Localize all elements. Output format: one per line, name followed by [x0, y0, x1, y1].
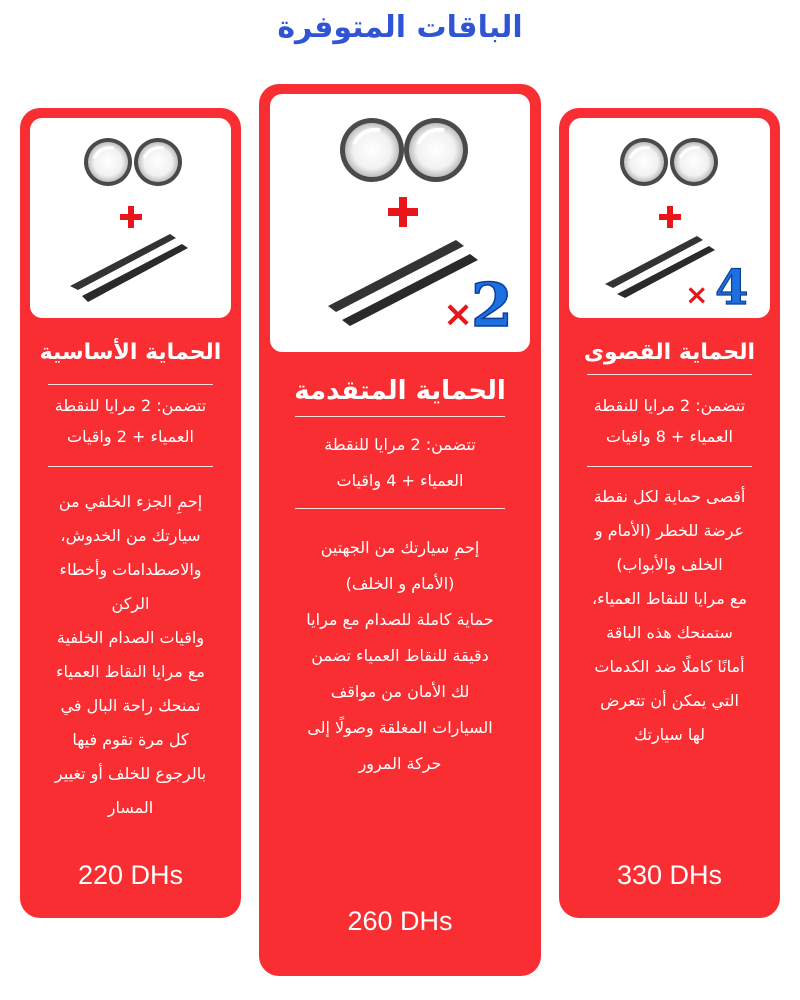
- multiplier-count: 4: [715, 260, 749, 316]
- blind-spot-mirror-icon: [670, 138, 718, 186]
- page-title: الباقات المتوفرة: [277, 10, 523, 45]
- divider: [587, 466, 752, 467]
- product-illustration: [569, 118, 770, 318]
- description-line: تمنحك راحة البال في: [60, 696, 201, 715]
- description-line: المسار: [107, 798, 154, 817]
- blind-spot-mirror-icon: [340, 118, 404, 182]
- includes-line: تتضمن: 2 مرايا للنقطة: [324, 435, 476, 454]
- description-line: لها سيارتك: [634, 725, 705, 744]
- multiplier-x: ×: [443, 294, 474, 335]
- package-image: [569, 118, 770, 318]
- package-title: الحماية المتقدمة: [294, 376, 506, 406]
- plus-icon: [120, 206, 142, 228]
- product-illustration: [270, 94, 530, 352]
- description-line: بالرجوع للخلف أو تغيير: [54, 764, 207, 783]
- description-line: إحمِ سيارتك من الجهتين: [320, 538, 480, 557]
- description-line: سيارتك من الخدوش،: [60, 526, 201, 545]
- divider: [587, 374, 752, 375]
- package-image: [30, 118, 231, 318]
- package-price: 330 DHs: [616, 860, 723, 890]
- package-price: 220 DHs: [77, 860, 184, 890]
- description-line: لك الأمان من مواقف: [330, 682, 470, 701]
- package-description: [259, 530, 541, 782]
- description-line: حركة المرور: [358, 754, 442, 773]
- plus-icon: [388, 197, 418, 227]
- description-line: واقيات الصدام الخلفية: [56, 628, 205, 647]
- divider: [48, 466, 213, 467]
- package-includes: [259, 427, 541, 499]
- blind-spot-mirror-icon: [620, 138, 668, 186]
- description-line: والاصطدامات وأخطاء: [59, 560, 202, 579]
- description-line: أقصى حماية لكل نقطة: [593, 487, 746, 506]
- package-card-basic[interactable]: [20, 108, 241, 918]
- description-line: السيارات المغلقة وصولًا إلى: [307, 718, 493, 737]
- description-line: الركن: [111, 594, 150, 613]
- package-includes: [559, 390, 780, 452]
- description-line: حماية كاملة للصدام مع مرايا: [306, 610, 494, 629]
- divider: [295, 416, 505, 417]
- divider: [48, 384, 213, 385]
- description-line: مع مرايا للنقاط العمياء،: [592, 589, 747, 608]
- multiplier-count: 2: [471, 271, 513, 341]
- description-line: إحمِ الجزء الخلفي من: [58, 492, 203, 511]
- bumper-guard-icon: [70, 234, 188, 302]
- package-title: الحماية القصوى: [583, 340, 756, 365]
- plus-icon: [659, 206, 681, 228]
- description-line: التي يمكن أن تتعرض: [600, 691, 739, 710]
- product-illustration: [30, 118, 231, 318]
- blind-spot-mirror-icon: [134, 138, 182, 186]
- blind-spot-mirror-icon: [404, 118, 468, 182]
- includes-line: العمياء + 8 واقيات: [606, 427, 733, 446]
- multiplier-x: ×: [685, 278, 709, 311]
- package-image: [270, 94, 530, 352]
- package-card-advanced[interactable]: [259, 84, 541, 976]
- description-line: دقيقة للنقاط العمياء تضمن: [311, 646, 489, 665]
- includes-line: العمياء + 4 واقيات: [336, 471, 464, 490]
- package-price: 260 DHs: [347, 906, 453, 936]
- package-card-maximum[interactable]: [559, 108, 780, 918]
- description-line: عرضة للخطر (الأمام و: [594, 521, 745, 540]
- description-line: مع مرايا النقاط العمياء: [56, 662, 205, 681]
- blind-spot-mirror-icon: [84, 138, 132, 186]
- package-description: [559, 480, 780, 752]
- includes-line: تتضمن: 2 مرايا للنقطة: [593, 396, 746, 415]
- includes-line: تتضمن: 2 مرايا للنقطة: [54, 396, 207, 415]
- includes-line: العمياء + 2 واقيات: [67, 427, 194, 446]
- package-includes: [20, 390, 241, 452]
- description-line: ستمنحك هذه الباقة: [606, 623, 733, 642]
- package-title: الحماية الأساسية: [39, 340, 222, 365]
- description-line: كل مرة تقوم فيها: [72, 730, 189, 749]
- description-line: الخلف والأبواب): [616, 555, 723, 574]
- description-line: أمانًا كاملًا ضد الكدمات: [594, 657, 745, 676]
- package-description: [20, 485, 241, 825]
- description-line: (الأمام و الخلف): [345, 574, 455, 593]
- divider: [295, 508, 505, 509]
